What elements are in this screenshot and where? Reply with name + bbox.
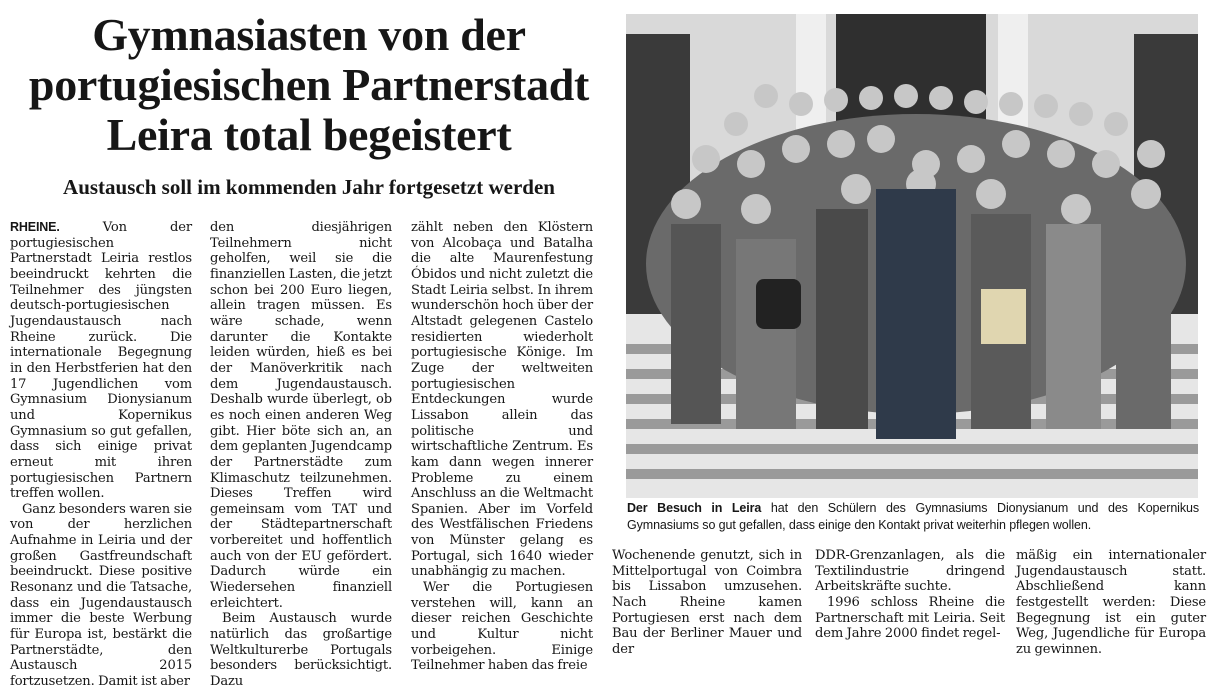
handbag	[756, 279, 801, 329]
text-column-2	[210, 220, 392, 690]
headline	[10, 10, 608, 160]
teacher-suit	[876, 189, 956, 439]
paragraph	[10, 220, 192, 502]
text-column-4	[612, 548, 802, 658]
headline-line-1: Gymnasiasten von der	[92, 9, 526, 60]
paragraph: Ganz besonders waren sie von der herzlichen Aufnahme in Leiria und der großen Gastfreundschaft beeindruckt. Diese positive Resonanz und die Tatsache, dass ein Jugendaustausch immer die beste Werbung für Europa ist, bestärkt die Partnerstädte, den Austausch 2015 fortzusetzen. Damit ist aber	[10, 501, 192, 690]
headline-line-2: portugiesischen Partnerstadt	[28, 59, 590, 110]
text-column-3	[411, 220, 593, 674]
caption-lead: Der Besuch in Leira	[627, 501, 762, 515]
caption-text: hat den Schülern des Gymnasiums Dionysianum und des Kopernikus Gymnasiums so gut gefallen, dass einige den Kontakt privat weiterhin pflegen wollen.	[627, 501, 1199, 533]
photo-caption	[627, 500, 1199, 534]
paragraph: 1996 schloss Rheine die Partnerschaft mit Leiria. Seit dem Jahre 2000 findet regel-	[815, 594, 1005, 642]
dateline: RHEINE.	[10, 220, 60, 234]
headline-line-3: Leira total begeistert	[106, 109, 512, 160]
paragraph: zählt neben den Klöstern von Alcobaça und Batalha die alte Maurenfestung Óbidos und nicht zuletzt die Stadt Leiria selbst. In ihrem wunderschön hoch über der Altstadt gelegenen Castelo residierten wiederholt portugiesische Könige. Im Zuge der weltweiten portugiesischen Entdeckungen wurde Lissabon allein das politische und wirtschaftliche Zentrum. Es kam dann wegen innerer Probleme zu einem Anschluss an die Weltmacht Spanien. Aber im Vorfeld des Westfälischen Friedens von Münster gelang es Portugal, sich 1640 wieder unabhängig zu machen.	[411, 220, 593, 580]
paragraph: Wochenende genutzt, sich in Mittelportugal von Coimbra bis Lissabon umzusehen. Nach Rheine kamen Portugiesen erst nach dem Bau der Berliner Mauer und der	[612, 548, 802, 657]
paragraph: DDR-Grenzanlagen, als die Textilindustrie dringend Arbeitskräfte suchte.	[815, 548, 1005, 595]
paragraph-text: Von der portugiesischen Partnerstadt Leiria restlos beeindruckt kehrten die Teilnehmer des jüngsten deutsch-portugiesischen Jugendaustausch nach Rheine zurück. Die internationale Begegnung in den Herbstferien hat den 17 Jugendlichen vom Gymnasium Dionysianum und Kopernikus Gymnasium so gut gefallen, dass sich einige privat erneut mit ihren portugiesischen Partnern treffen wollen.	[10, 220, 192, 502]
folder	[981, 289, 1026, 344]
group-photo-illustration	[626, 14, 1198, 498]
paragraph: Wer die Portugiesen verstehen will, kann an dieser reichen Geschichte und Kultur nicht vorbeigehen. Einige Teilnehmer haben das freie	[411, 580, 593, 674]
subheadline: Austausch soll im kommenden Jahr fortgesetzt werden	[63, 175, 555, 199]
paragraph: Beim Austausch wurde natürlich das großartige Weltkulturerbe Portugals besonders berücksichtigt. Dazu	[210, 611, 392, 690]
text-column-5	[815, 548, 1005, 642]
group-photo	[626, 14, 1198, 498]
paragraph: den diesjährigen Teilnehmern nicht geholfen, weil sie die finanziellen Lasten, die jetzt schon bei 200 Euro liegen, allein tragen müssen. Es wäre schade, wenn darunter die Kontakte leiden würden, hieß es bei der Manöverkritik nach dem Jugendaustausch. Deshalb wurde überlegt, ob es noch einen anderen Weg gibt. Hier böte sich an, an dem geplanten Jugendcamp der Partnerstädte zum Klimaschutz teilzunehmen. Dieses Treffen wird gemeinsam vom TAT und der Städtepartnerschaft vorbereitet und hoffentlich auch von der EU gefördert. Dadurch würde ein Wiedersehen finanziell erleichtert.	[210, 220, 392, 611]
text-column-6	[1016, 548, 1206, 658]
text-column-1	[10, 220, 192, 690]
paragraph: mäßig ein internationaler Jugendaustausch statt. Abschließend kann festgestellt werden: Diese Begegnung ist ein guter Weg, Jugendliche für Europa zu gewinnen.	[1016, 548, 1206, 657]
